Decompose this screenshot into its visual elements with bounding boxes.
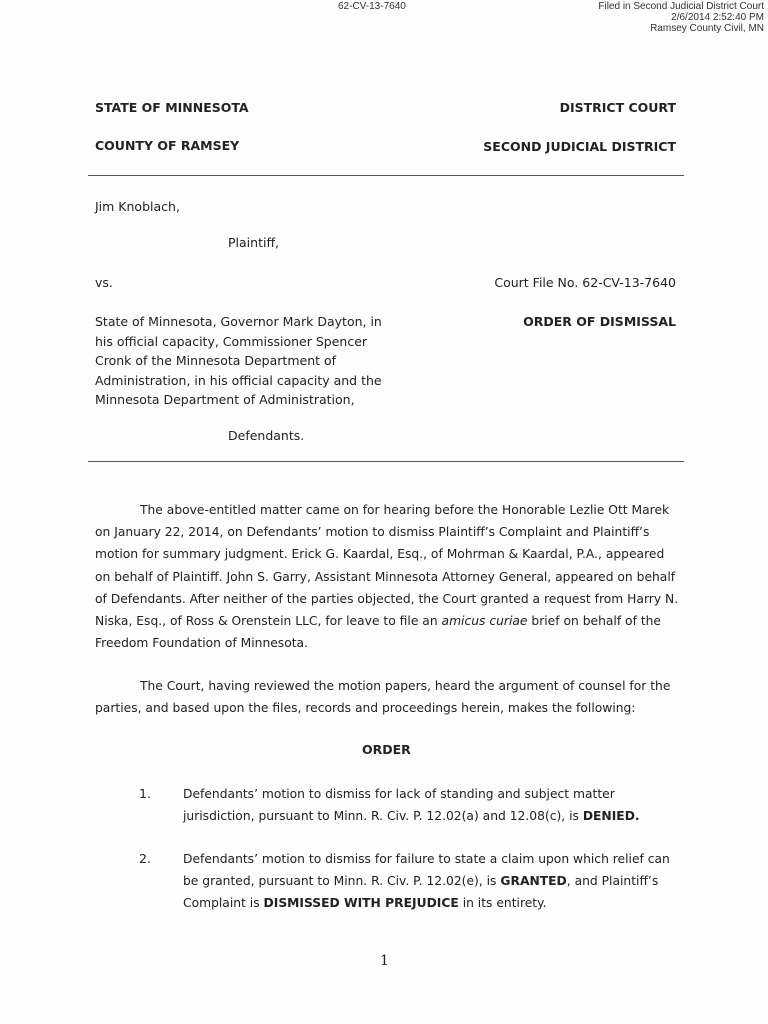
paragraph-line: parties, and based upon the files, records and proceedings herein, makes the following:: [95, 701, 636, 716]
order-heading: ORDER: [362, 742, 411, 757]
filing-stamp-line-1: Filed in Second Judicial District Court: [598, 1, 764, 12]
page-number: 1: [380, 953, 389, 969]
defendants-role: Defendants.: [228, 428, 305, 443]
ruling-granted: GRANTED: [500, 874, 567, 888]
defendants-line: Minnesota Department of Administration,: [95, 392, 355, 408]
paragraph-line: The Court, having reviewed the motion papers, heard the argument of counsel for the: [140, 679, 671, 693]
ruling-dismissed: DISMISSED WITH PREJUDICE: [263, 896, 459, 910]
defendants-line: his official capacity, Commissioner Spencer: [95, 333, 368, 349]
order-item-line: [183, 805, 683, 827]
court-heading: DISTRICT COURT: [559, 100, 676, 115]
paragraph-line: on January 22, 2014, on Defendants’ motion to dismiss Plaintiff’s Complaint and Plaintiff’s: [95, 525, 650, 540]
paragraph-text: Niska, Esq., of Ross & Orenstein LLC, for leave to file an: [95, 614, 442, 629]
filing-stamp: [598, 1, 764, 34]
order-item-2: [183, 848, 683, 914]
plaintiff-name: Jim Knoblach,: [95, 199, 180, 214]
paragraph-line-amicus: [95, 610, 675, 632]
caption-divider-top: [88, 175, 684, 176]
order-item-line: [183, 870, 683, 892]
filing-stamp-line-3: Ramsey County Civil, MN: [650, 23, 764, 34]
order-item-text: , and Plaintiff’s: [566, 874, 659, 888]
paragraph-line: Freedom Foundation of Minnesota.: [95, 636, 308, 651]
order-item-number: 2.: [139, 851, 151, 866]
court-file-number: Court File No. 62-CV-13-7640: [494, 275, 676, 290]
versus-label: vs.: [95, 275, 113, 290]
order-item-text: be granted, pursuant to Minn. R. Civ. P. 12.02(e), is: [183, 874, 501, 888]
order-item-line: Defendants’ motion to dismiss for lack of standing and subject matter: [183, 787, 615, 801]
defendants-line: State of Minnesota, Governor Mark Dayton, in: [95, 314, 382, 329]
order-item-number: 1.: [139, 786, 151, 801]
ruling-denied: DENIED.: [582, 809, 640, 823]
amicus-curiae-term: amicus curiae: [441, 614, 528, 629]
order-item-text: in its entirety.: [458, 896, 547, 910]
order-item-line: Defendants’ motion to dismiss for failure to state a claim upon which relief can: [183, 852, 670, 866]
defendants-list: [95, 312, 382, 410]
paragraph-line: motion for summary judgment. Erick G. Kaardal, Esq., of Mohrman & Kaardal, P.A., appeared: [95, 547, 665, 562]
findings-paragraph: [95, 675, 675, 719]
paragraph-line: The above-entitled matter came on for hearing before the Honorable Lezlie Ott Marek: [140, 503, 670, 517]
document-title: ORDER OF DISMISSAL: [523, 314, 676, 329]
paragraph-line: on behalf of Plaintiff. John S. Garry, Assistant Minnesota Attorney General, appeared on behalf: [95, 569, 676, 584]
order-item-1: [183, 783, 683, 827]
defendants-line: Cronk of the Minnesota Department of: [95, 353, 337, 369]
district-heading: SECOND JUDICIAL DISTRICT: [483, 139, 676, 154]
opening-paragraph: [95, 499, 679, 654]
order-item-text: Complaint is: [183, 896, 264, 910]
order-item-line: [183, 892, 683, 914]
order-item-text: jurisdiction, pursuant to Minn. R. Civ. P. 12.02(a) and 12.08(c), is: [183, 809, 583, 823]
plaintiff-role: Plaintiff,: [228, 235, 280, 250]
state-heading: STATE OF MINNESOTA: [95, 100, 249, 115]
defendants-line: Administration, in his official capacity and the: [95, 372, 382, 388]
filing-stamp-line-2: 2/6/2014 2:52:40 PM: [671, 12, 764, 23]
caption-divider-bottom: [88, 461, 684, 462]
paragraph-text: brief on behalf of the: [527, 614, 661, 629]
case-number-stamp: 62-CV-13-7640: [338, 1, 406, 12]
paragraph-line: of Defendants. After neither of the parties objected, the Court granted a request from Harry N.: [95, 591, 679, 606]
county-heading: COUNTY OF RAMSEY: [95, 138, 240, 153]
